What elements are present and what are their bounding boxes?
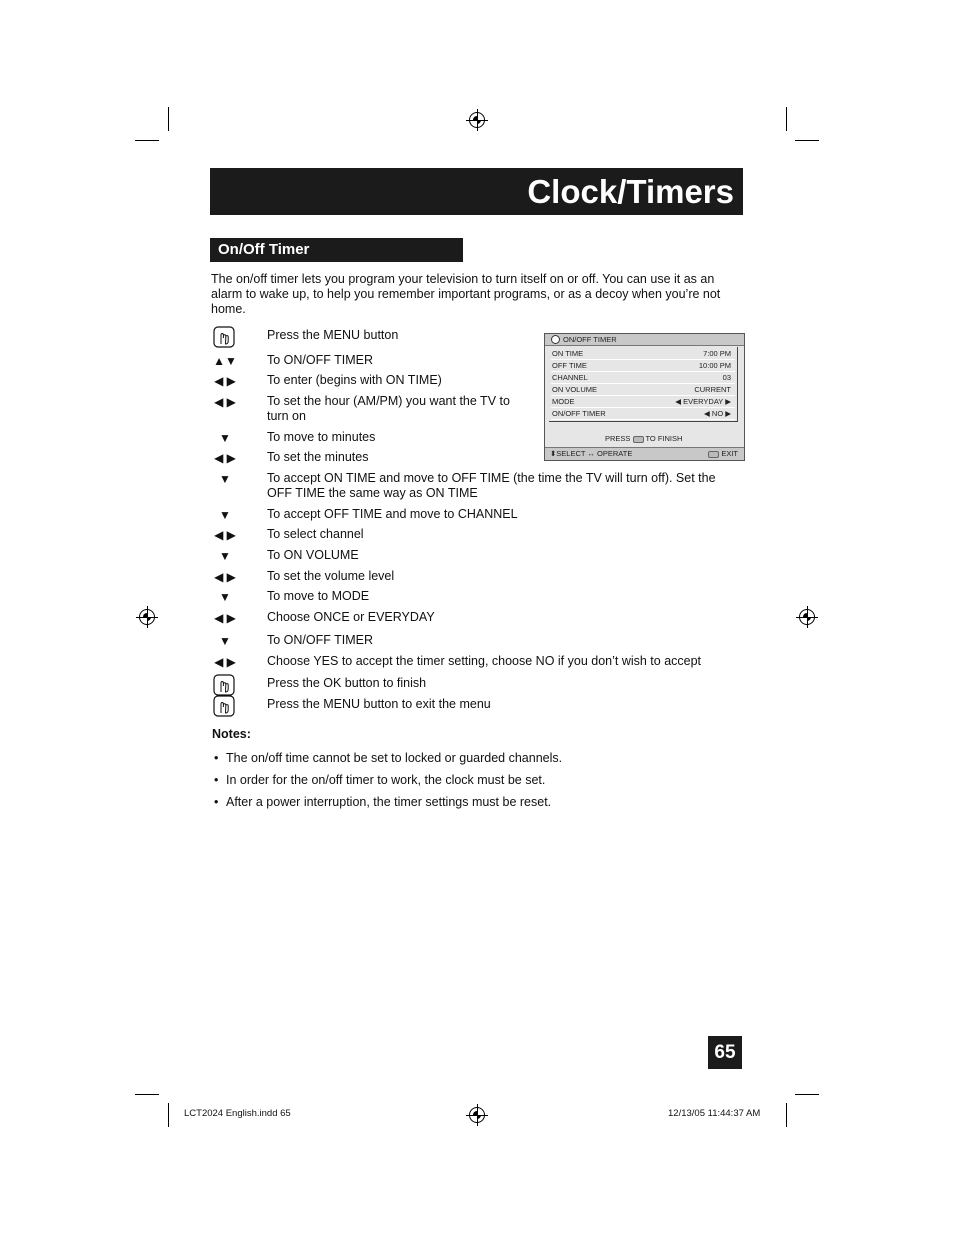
ok-button-icon <box>633 436 644 443</box>
left-right-icon: ↔ <box>587 449 595 458</box>
section-header <box>210 238 463 262</box>
menu-row: ON VOLUME CURRENT <box>551 383 735 396</box>
crop-mark <box>135 140 159 141</box>
clock-icon <box>551 335 560 344</box>
down-arrow-icon: ▼ <box>219 549 231 563</box>
page-number: 65 <box>714 1042 736 1063</box>
crop-mark <box>795 140 819 141</box>
left-right-arrows-icon: ◀ ▶ <box>214 451 236 465</box>
step-text: To set the volume level <box>267 569 395 583</box>
left-right-arrows-icon: ◀ ▶ <box>214 374 236 388</box>
step-text: To ON VOLUME <box>267 548 359 562</box>
down-arrow-icon: ▼ <box>219 431 231 445</box>
menu-row: CHANNEL 03 <box>551 371 735 384</box>
menu-footer: ⬍SELECT ↔ OPERATE EXIT <box>545 447 744 460</box>
tv-menu-screenshot <box>544 333 745 461</box>
menu-titlebar <box>545 334 744 346</box>
step-text: To accept OFF TIME and move to CHANNEL <box>267 507 518 521</box>
registration-mark-icon <box>469 112 485 128</box>
down-arrow-icon: ▼ <box>219 472 231 486</box>
crop-mark <box>168 107 169 131</box>
note-item: • In order for the on/off timer to work, the clock must be set. <box>214 773 546 787</box>
menu-title: ON/OFF TIMER <box>563 335 617 344</box>
left-right-arrows-icon: ◀ ▶ <box>214 570 236 584</box>
menu-row: MODE ◀ EVERYDAY ▶ <box>551 395 735 408</box>
print-footer-right: 12/13/05 11:44:37 AM <box>668 1108 761 1119</box>
intro-paragraph: The on/off timer lets you program your television to turn itself on or off. You can use it as an alarm to wake up, to help you remember important programs, or as a decoy when you’re not home. <box>211 272 721 316</box>
page-title: Clock/Timers <box>527 173 734 210</box>
step-text: To set the minutes <box>267 450 369 464</box>
left-right-arrows-icon: ◀ ▶ <box>214 655 236 669</box>
print-footer-left: LCT2024 English.indd 65 <box>184 1108 291 1119</box>
menu-row: ON TIME 7:00 PM <box>551 347 735 360</box>
registration-mark-icon <box>799 609 815 625</box>
note-item: • The on/off time cannot be set to locked or guarded channels. <box>214 751 563 765</box>
step-text: Press the MENU button to exit the menu <box>267 697 491 711</box>
step-text: Choose ONCE or EVERYDAY <box>267 610 435 624</box>
registration-mark-icon <box>469 1107 485 1123</box>
step-text: To ON/OFF TIMER <box>267 353 374 367</box>
crop-mark <box>795 1094 819 1095</box>
step-text: Press the MENU button <box>267 328 399 342</box>
down-arrow-icon: ▼ <box>219 590 231 604</box>
hand-press-icon <box>213 674 235 696</box>
up-down-arrows-icon: ▲▼ <box>213 354 237 368</box>
crop-mark <box>135 1094 159 1095</box>
menu-panel <box>549 347 738 422</box>
up-down-icon: ⬍ <box>550 449 557 458</box>
hand-press-icon <box>213 695 235 717</box>
step-text: To set the hour (AM/PM) you want the TV to turn on <box>267 394 510 423</box>
crop-mark <box>786 1103 787 1127</box>
step-text: To enter (begins with ON TIME) <box>267 373 442 387</box>
down-arrow-icon: ▼ <box>219 508 231 522</box>
step-text: To select channel <box>267 527 364 541</box>
menu-row: OFF TIME 10:00 PM <box>551 359 735 372</box>
menu-row: ON/OFF TIMER ◀ NO ▶ <box>551 407 735 420</box>
hand-press-icon <box>213 326 235 348</box>
section-title: On/Off Timer <box>218 241 310 258</box>
step-text: Press the OK button to finish <box>267 676 427 690</box>
note-item: • After a power interruption, the timer settings must be reset. <box>214 795 552 809</box>
step-text: Choose YES to accept the timer setting, choose NO if you don’t wish to accept <box>267 654 702 668</box>
notes-heading: Notes: <box>212 727 251 741</box>
registration-mark-icon <box>139 609 155 625</box>
step-text: To accept ON TIME and move to OFF TIME (the time the TV will turn off). Set the OFF TIME the same way as ON TIME <box>267 471 716 500</box>
step-text: To ON/OFF TIMER <box>267 633 374 647</box>
step-text: To move to minutes <box>267 430 376 444</box>
step-text: To move to MODE <box>267 589 370 603</box>
press-ok-hint: PRESS TO FINISH <box>605 434 683 443</box>
page-number-box <box>708 1036 742 1069</box>
crop-mark <box>168 1103 169 1127</box>
left-right-arrows-icon: ◀ ▶ <box>214 395 236 409</box>
left-right-arrows-icon: ◀ ▶ <box>214 611 236 625</box>
chapter-header <box>210 168 743 215</box>
left-right-arrows-icon: ◀ ▶ <box>214 528 236 542</box>
menu-button-icon <box>708 451 719 458</box>
down-arrow-icon: ▼ <box>219 634 231 648</box>
crop-mark <box>786 107 787 131</box>
